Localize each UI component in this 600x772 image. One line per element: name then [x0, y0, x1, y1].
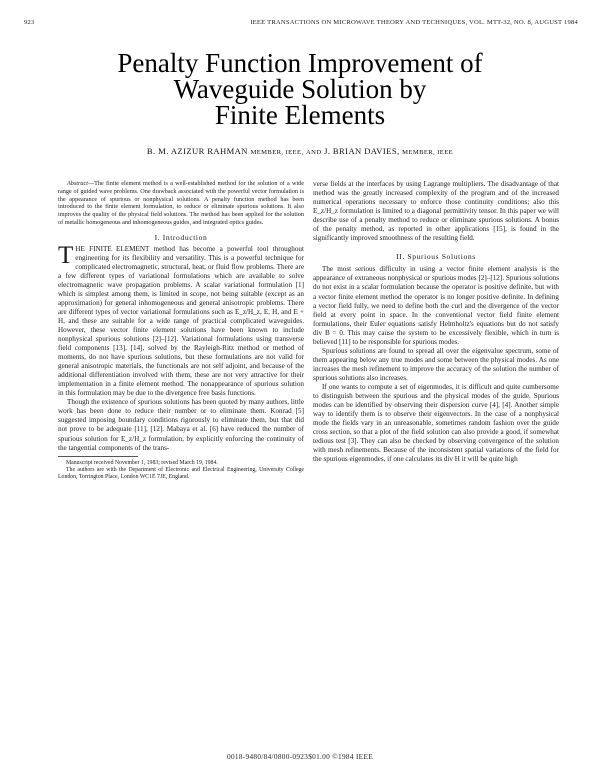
author-2: J. BRIAN DAVIES,: [324, 146, 400, 156]
footnote-affiliation: The authors are with the Department of Electronic and Electrical Engineering, University College London, Torrington Place, London WC1E 7JE, England.: [58, 466, 304, 480]
copyright-line: 0018-9480/84/0800-0923$01.00 ©1984 IEEE: [227, 752, 373, 761]
author-line: [0, 146, 600, 156]
author-1-membership: MEMBER, IEEE,: [250, 149, 304, 156]
footnote-received: Manuscript received November 1, 1983; revised March 19, 1984.: [66, 459, 218, 466]
spurious-paragraph-1: The most serious difficulty in using a vector finite element analysis is the appearance of extraneous nonphysical or spurious modes [2]–[12]. Spurious solutions do not exist in a scalar formulation because the operator is positive definite, but with a vector finite element method the operator is no longer positive definite. In defining a vector field fully, we need to define both the curl and the divergence of the vector field at every point in space. In the conventional vector field finite element formulations, their Euler equations satisfy Helmholtz's equations but do not satisfy div B = 0. This may cause the system to be excessively flexible, which in turn is believed [11] to be responsible for spurious modes.: [313, 265, 559, 346]
section-heading-spurious-solutions: II. Spurious Solutions: [396, 252, 476, 262]
abstract-label: Abstract: [67, 180, 88, 187]
left-column: [58, 180, 304, 481]
running-head: IEEE TRANSACTIONS ON MICROWAVE THEORY AND TECHNIQUES, VOL. MTT-32, NO. 8, AUGUST 1984: [250, 19, 578, 26]
author-2-membership: MEMBER, IEEE: [402, 149, 454, 156]
author-1: B. M. AZIZUR RAHMAN: [146, 146, 248, 156]
footnote-rule: [58, 456, 138, 457]
right-column: [313, 180, 559, 464]
title-line-3: Finite Elements: [214, 100, 386, 130]
footnote: [58, 460, 304, 481]
spurious-paragraph-3: If one wants to compute a set of eigenmodes, it is difficult and quite cumbersome to distinguish between the spurious and the physical modes of the guide. Spurious modes can be identified by observing their dispersion curve [4], [4]. Another simple way to identify them is to observe their eigenvectors. In the case of a nonphysical mode the fields vary in an unreasonable, sometimes random fashion over the guide cross section, so that a plot of the field solution can also provide a good, if somewhat tedious test [3]. They can also be checked by observing convergence of the solution with mesh refinements. Because of the inconsistent spatial variations of the field for the spurious eigenmodes, if one calculates its div H it will be quite high: [313, 382, 559, 464]
drop-cap: T: [58, 241, 74, 269]
title-line-1: Penalty Function Improvement of: [117, 48, 483, 78]
intro-paragraph-1: [58, 241, 304, 399]
page-number: 923: [24, 19, 35, 26]
intro-paragraph-1-text: HE FINITE ELEMENT method has become a powerful tool throughout engineering for its flexibility and versatility. This is a powerful technique for complicated electromagnetic, structural, heat, or fluid flow problems. There are a few different types of variational formulations which are available to solve electromagnetic wave propagation problems. A scalar variational formulation [1] which is simplest among them, is limited in scope, not being suitable (except as an approximation) for general inhomogeneous and general anisotropic problems. There are different types of vector variational formulations such as E_z/H_z, E, H, and E + H, and these are suitable for a wide range of practical complicated waveguides. However, these vector finite element solutions have been known to include nonphysical spurious solutions [2]–[12]. Variational formulations using transverse field components [13], [14], solved by the Rayleigh-Ritz method or method of moments, do not have spurious solutions, but these formulations are not valid for general anisotropic materials, the functionals are not self adjoint, and because of the additional differentiation involved with them, these are not very attractive for their implementation in a finite element method. The nonappearance of spurious solution in this formulation may be due to the divergence free basis functions.: [58, 244, 304, 398]
paper-title: [0, 50, 600, 128]
continued-paragraph: verse fields at the interfaces by using Lagrange multipliers. The disadvantage of that method was the greatly increased complexity of the program and of the increased numerical operations necessary to enforce those continuity conditions; also this E_z/H_z formulation is limited to a diagonal permittivity tensor. In this paper we will describe use of a penalty method to reduce or eliminate spurious solutions. A bonus of the penalty method, as reported in other applications [15], is found in the significantly improved smoothness of the resulting field.: [313, 180, 559, 243]
intro-paragraph-2: Though the existence of spurious solutions has been quoted by many authors, little work has been done to reduce their number or to eliminate them. Konrad [5] suggested imposing boundary conditions rigorously to eliminate them, but that did not prove to be adequate [11], [12]. Mabaya et al. [6] have reduced the number of spurious solution for E_z/H_z formulation, by explicitly enforcing the continuity of the tangential components of the trans-: [58, 398, 304, 452]
spurious-paragraph-2: Spurious solutions are found to spread all over the eigenvalue spectrum, some of them appearing below any true modes and some between the physical modes. As one increases the mesh refinement to improve the accuracy of the solution the number of spurious solutions also increases.: [313, 346, 559, 382]
section-heading-introduction: I. Introduction: [154, 232, 208, 242]
title-line-2: Waveguide Solution by: [173, 74, 427, 104]
abstract: [58, 180, 304, 227]
author-conjunction: AND: [306, 149, 322, 156]
abstract-text: —The finite element method is a well-established method for the solution of a wide range of guided wave problems. One drawback associated with the powerful vector formulation is the appearance of spurious or nonphysical solutions. A penalty function method has been introduced to the finite element formulation, to reduce or eliminate spurious solutions. It also improves the quality of the physical field solutions. The method has been applied for the solution of metallic homogeneous and inhomogeneous guides, and integrated optics guides.: [58, 180, 304, 226]
